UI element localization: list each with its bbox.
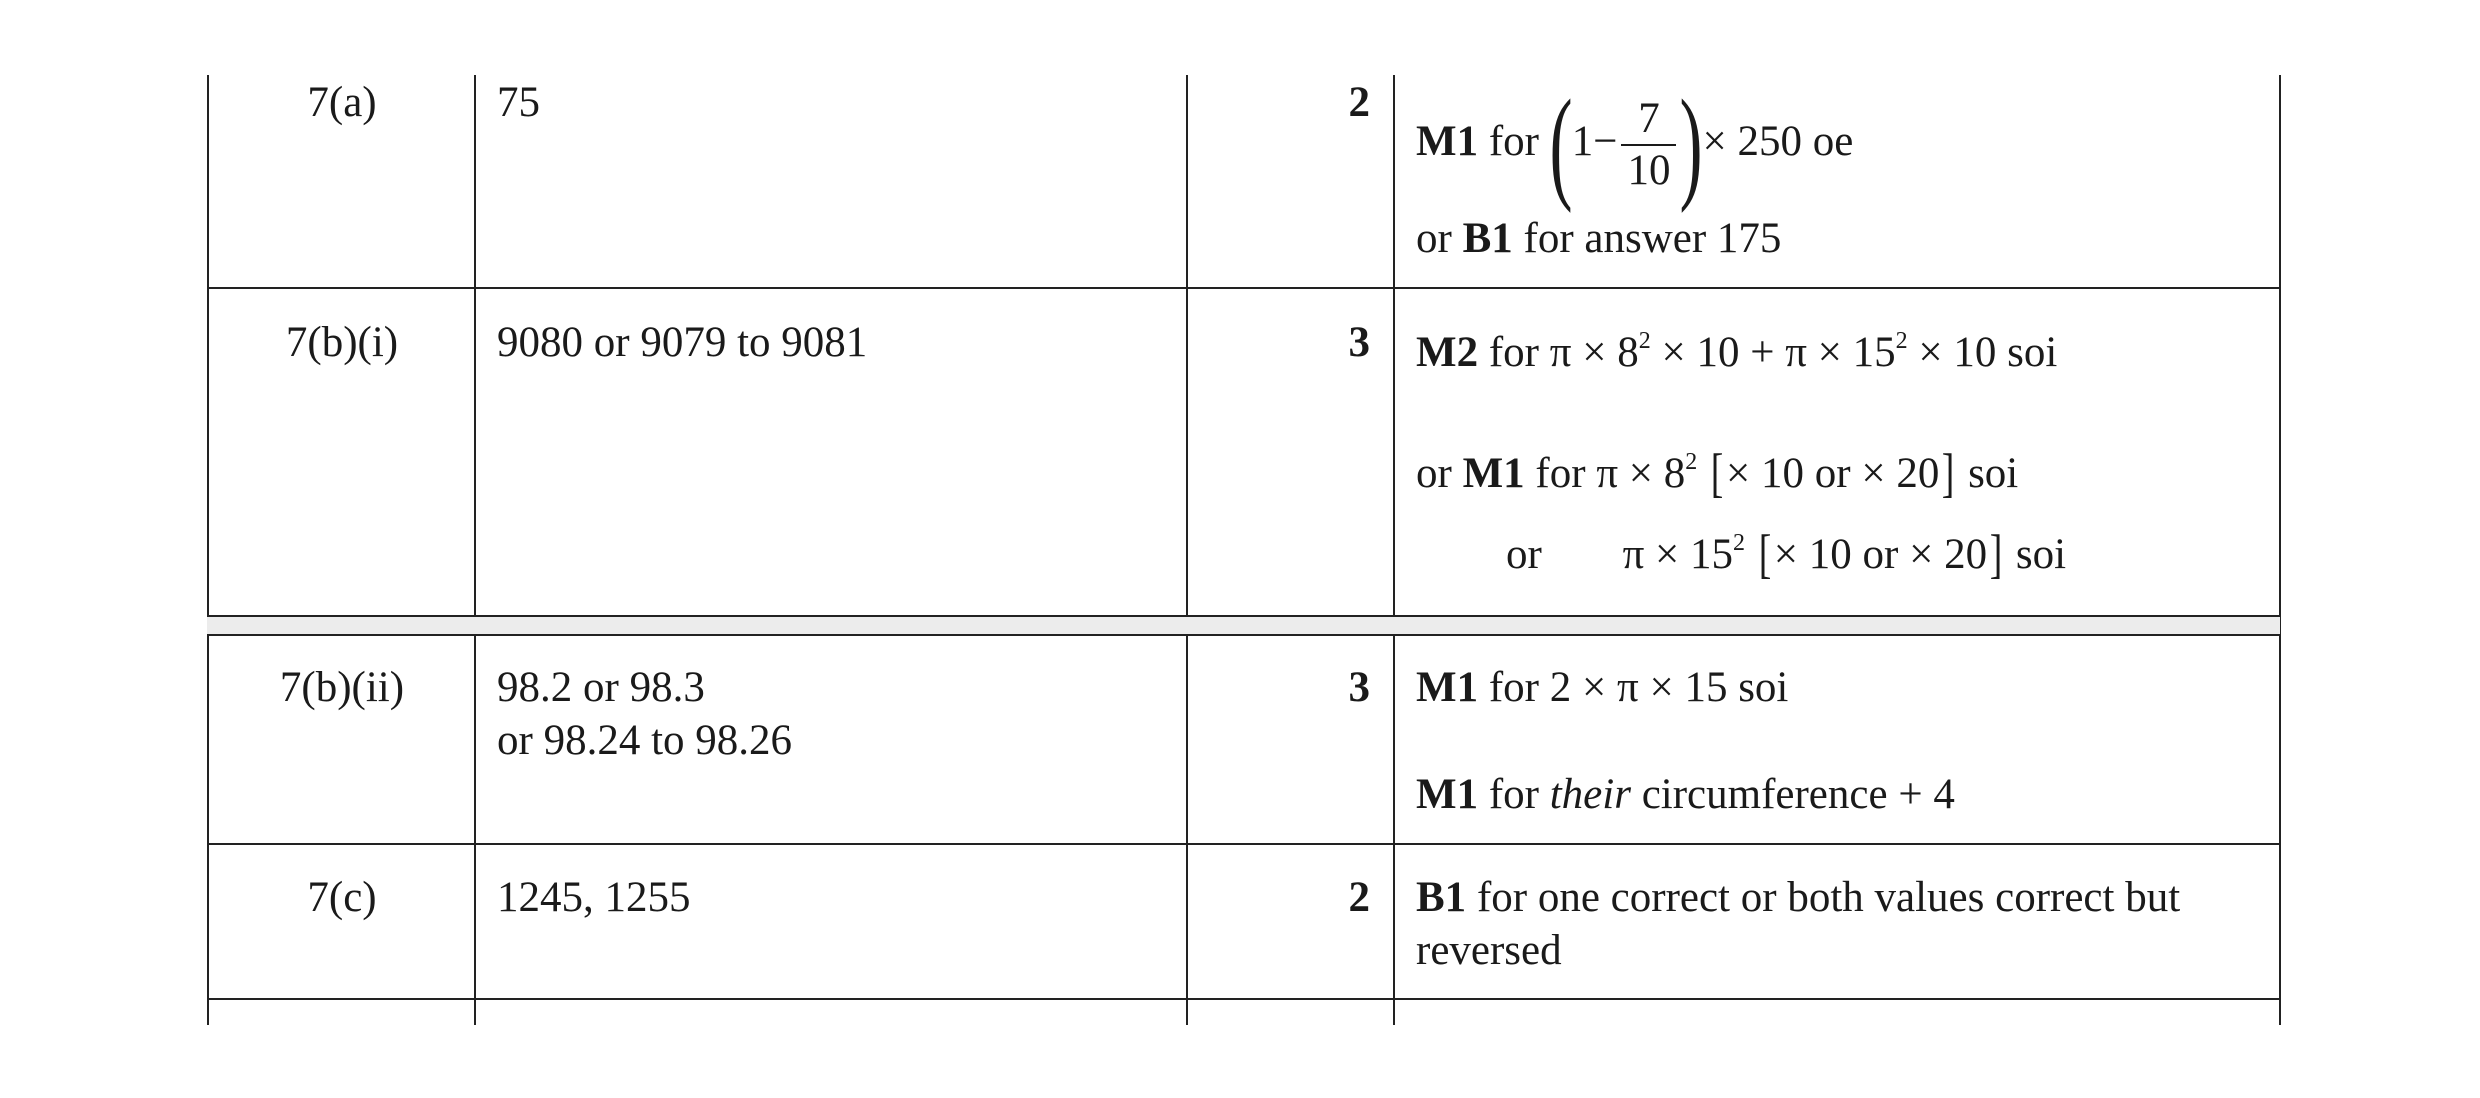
math-term: × 10 or × 20 [1773, 531, 1988, 578]
guidance-text: or [1416, 215, 1452, 262]
mark-code: M1 [1462, 450, 1525, 497]
guidance-line: reversed [1416, 927, 1562, 974]
marks-cell: 2 [1348, 874, 1370, 921]
right-paren: ) [1679, 75, 1703, 215]
math-term: × 10 + π × 15 [1650, 329, 1896, 376]
fraction [1621, 94, 1676, 196]
right-bracket: ] [1989, 524, 2003, 584]
marks-cell: 3 [1348, 319, 1370, 366]
guidance-line [1506, 524, 2067, 584]
guidance-text: for answer 175 [1523, 215, 1782, 262]
mark-code: M1 [1416, 771, 1479, 818]
mark-code: M1 [1416, 664, 1479, 711]
right-bracket: ] [1942, 443, 1955, 503]
guidance-text: for [1488, 771, 1539, 818]
question-label: 7(c) [307, 874, 377, 921]
page-break-band [207, 616, 2280, 636]
answer-cell: 9080 or 9079 to 9081 [497, 319, 868, 366]
question-label: 7(a) [307, 79, 377, 126]
guidance-line [1416, 326, 2057, 380]
row-divider-1 [207, 287, 2280, 289]
math-term: 2 × π × 15 soi [1549, 664, 1789, 711]
math-term: × 10 or × 20 [1726, 450, 1940, 497]
left-bracket: [ [1758, 524, 1772, 584]
marks-cell: 3 [1348, 664, 1370, 711]
guidance-line [1416, 75, 1854, 215]
left-paren: ( [1549, 75, 1573, 215]
math-term: × 10 soi [1907, 329, 2058, 376]
question-label: 7(b)(i) [285, 319, 399, 366]
row-divider-4 [207, 998, 2280, 1000]
exponent: 2 [1895, 328, 1908, 354]
answer-cell: 1245, 1255 [497, 874, 691, 921]
left-bracket: [ [1710, 443, 1724, 503]
marks-cell: 2 [1348, 79, 1370, 126]
exponent: 2 [1638, 328, 1651, 354]
fraction-denominator: 10 [1627, 147, 1671, 195]
guidance-text: for [1488, 118, 1539, 165]
guidance-line [1416, 661, 1788, 715]
fraction-numerator: 7 [1621, 94, 1676, 146]
column-divider-3 [1393, 75, 1395, 1025]
guidance-text: soi [1968, 450, 2019, 497]
guidance-line [1416, 871, 2180, 925]
answer-cell: or 98.24 to 98.26 [497, 717, 793, 764]
math-term: π × 8 [1596, 450, 1686, 497]
mark-code: M2 [1416, 329, 1479, 376]
answer-cell: 98.2 or 98.3 [497, 664, 705, 711]
guidance-text: circumference + 4 [1641, 771, 1955, 818]
guidance-line [1416, 212, 1781, 266]
table-border-right [2279, 75, 2281, 1025]
guidance-text: for one correct or both values correct but [1476, 874, 2181, 921]
math-term: π × 8 [1549, 329, 1639, 376]
guidance-text: for [1488, 329, 1539, 376]
guidance-text: for [1535, 450, 1586, 497]
minus-sign: − [1593, 118, 1618, 165]
row-divider-2a [207, 615, 2280, 617]
exponent: 2 [1733, 530, 1746, 556]
guidance-line [1416, 443, 2019, 503]
row-divider-3 [207, 843, 2280, 845]
guidance-text: or [1416, 450, 1452, 497]
mark-code: B1 [1462, 215, 1513, 262]
row-divider-2b [207, 634, 2280, 636]
math-term: × 250 oe [1702, 118, 1854, 165]
question-label: 7(b)(ii) [279, 664, 405, 711]
guidance-line [1416, 768, 1955, 822]
exponent: 2 [1685, 449, 1698, 475]
guidance-text: soi [2015, 531, 2067, 578]
answer-cell: 75 [497, 79, 540, 126]
mark-code: B1 [1416, 874, 1467, 921]
math-term: 1 [1571, 118, 1594, 165]
mark-code: M1 [1416, 118, 1479, 165]
guidance-text: or [1506, 531, 1542, 578]
guidance-text: their [1549, 771, 1631, 818]
math-term: π × 15 [1622, 531, 1734, 578]
guidance-text: for [1488, 664, 1539, 711]
